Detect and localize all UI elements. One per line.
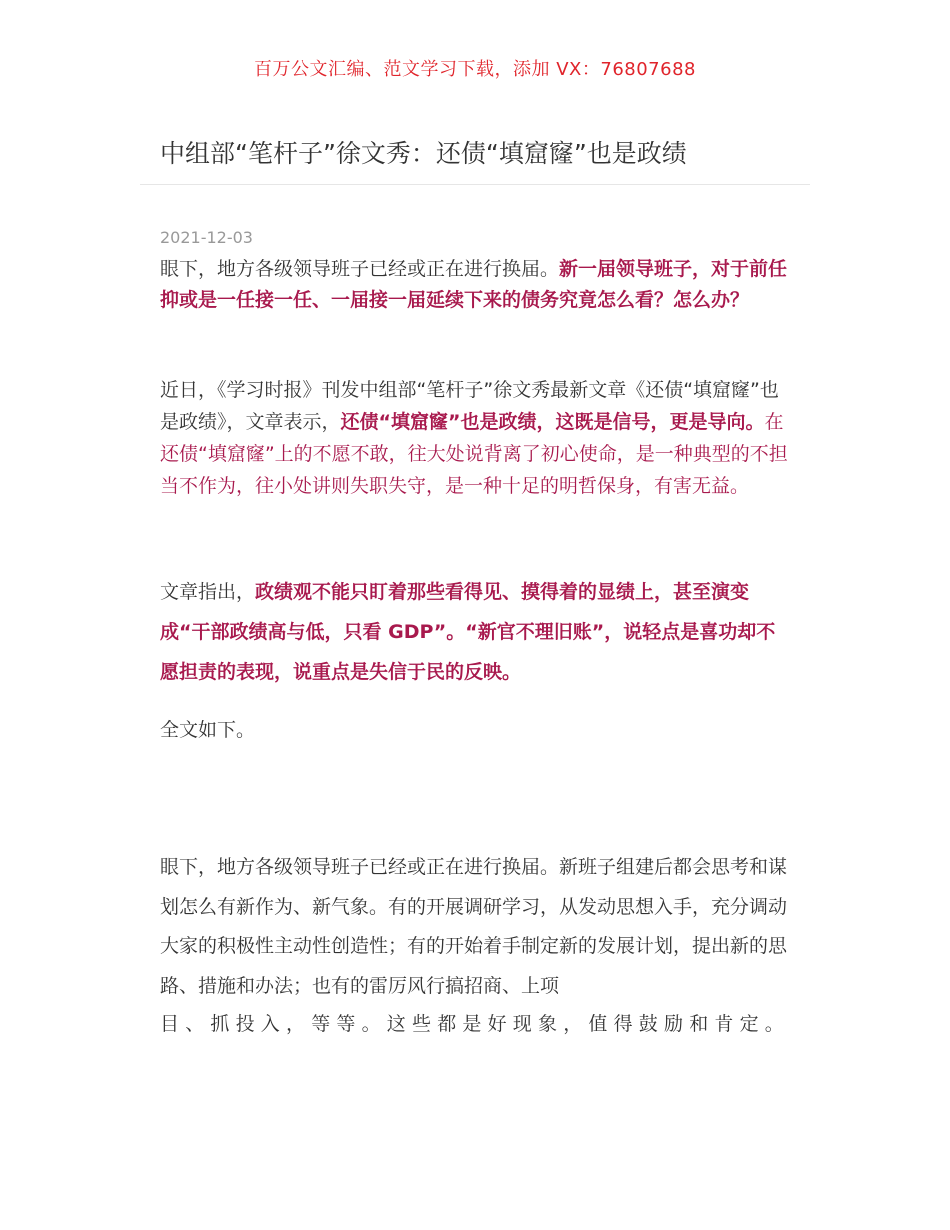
body-last-line-text: 目、抓投入，等等。这些都是好现象，值得鼓励和肯定。: [160, 1013, 791, 1035]
report-highlight: 还债“填窟窿”也是政绩，这既是信号，更是导向。: [340, 411, 765, 433]
paragraph-report: [160, 374, 792, 502]
article-title: 中组部“笔杆子”徐文秀：还债“填窟窿”也是政绩: [160, 139, 687, 168]
paragraph-article-points: [160, 572, 792, 692]
publish-date: 2021-12-03: [160, 228, 253, 247]
report-colored-text: 在还债“填窟窿”上的不愿不敢，往大处说背离了初心使命，是一种典型的不担当不作为，往小处讲则失职失守，是一种十足的明哲保身，有害无益。: [160, 411, 788, 497]
paragraph-body: 眼下，地方各级领导班子已经或正在进行换届。新班子组建后都会思考和谋划怎么有新作为、新气象。有的开展调研学习，从发动思想入手，充分调动大家的积极性主动性创造性；有的开始着手制定新的发展计划，提出新的思路、措施和办法；也有的雷厉风行搞招商、上项: [160, 856, 788, 997]
intro-text: 眼下，地方各级领导班子已经或正在进行换届。: [160, 258, 560, 280]
watermark-banner: 百万公文汇编、范文学习下载，添加 VX：76807688: [254, 59, 696, 80]
points-highlight: 政绩观不能只盯着那些看得见、摸得着的显绩上，甚至演变成“干部政绩高与低，只看 GDP”。“新官不理旧账”，说轻点是喜功却不愿担责的表现，说重点是失信于民的反映。: [160, 581, 776, 683]
intro-highlight: 新一届领导班子，对于前任抑或是一任接一任、一届接一届延续下来的债务究竟怎么看？怎么办？: [160, 258, 788, 311]
paragraph-intro: [160, 254, 792, 316]
report-text: 近日，《学习时报》刊发中组部“笔杆子”徐文秀最新文章《还债“填窟窿”也是政绩》，文章表示，: [160, 379, 779, 433]
paragraph-body-last-line: [160, 1005, 792, 1045]
paragraph-full-text-intro: 全文如下。: [160, 719, 256, 741]
points-text: 文章指出，: [160, 581, 256, 603]
title-divider: [140, 184, 810, 185]
